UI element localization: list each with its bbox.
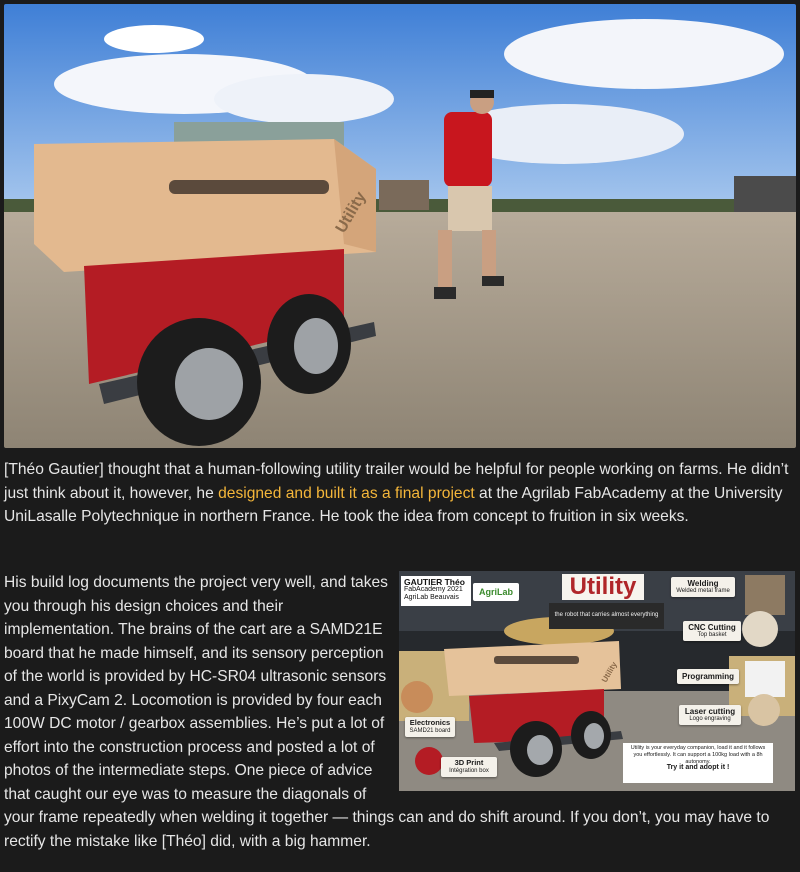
label-title: CNC Cutting — [688, 623, 736, 632]
label-title: 3D Print — [454, 758, 484, 767]
hero-photo-illustration — [4, 4, 796, 448]
poster-label-cnc — [683, 621, 741, 641]
label-title: Electronics — [409, 718, 451, 727]
poster-author-card — [401, 576, 471, 606]
poster-label-laser — [679, 705, 741, 725]
hero-photo — [4, 4, 796, 448]
label-title: Laser cutting — [684, 707, 736, 716]
label-sub: Top basket — [697, 632, 727, 639]
label-title: Welding — [687, 579, 719, 588]
label-sub: Welded metal frame — [676, 588, 730, 595]
label-sub: Intégration box — [449, 767, 489, 774]
poster-label-3dprint — [441, 757, 497, 777]
poster-description-cta: Try it and adopt it ! — [666, 764, 730, 772]
poster-label-electronics — [405, 717, 455, 737]
poster-author-line1: FabAcademy 2021 — [404, 586, 463, 593]
poster-subtitle: the robot that carries almost everything — [549, 603, 664, 629]
intro-text-end: at the Agrilab FabAcademy at the University UniLasalle Polytechnique in northern France. He took the idea from concept to fruition in six weeks. — [4, 484, 783, 525]
poster-author-line2: AgriLab Beauvais — [404, 594, 459, 601]
intro-paragraph — [4, 458, 794, 529]
agrilab-logo: AgriLab — [473, 583, 519, 601]
poster-label-welding — [671, 577, 735, 597]
intro-text-start: [Théo Gautier] thought that a human-following utility trailer would be helpful for people working on farms. He didn’t just think about it, however, he — [4, 461, 789, 502]
box-logo-text: Utility — [332, 189, 370, 236]
poster-description-text: Utility is your everyday companion, load it and it follows you effortlessly. It can support a 100kg load with a 8h autonomy. — [630, 745, 766, 765]
build-log-text: His build log documents the project very well, and takes you through his design choices and their implementation. The brains of the cart are a SAMD21E board that he made himself, and its sensory perception of the world is provided by HC-SR04 ultrasonic sensors and a PixyCam 2. Locomotion is provided by four each 100W DC motor / gearbox assemblies. He’s put a lot of effort into the construction process and posted a lot of photos of the intermediate steps. One piece of advice that caught our eye was to measure the diagonals of your frame repeatedly when welding it together — things can and do shift around. If you don’t, you may have to rectify the mistake like [Théo] did, with a big hammer. — [4, 574, 770, 850]
poster-title: Utility — [562, 574, 644, 600]
label-sub: Logo engraving — [689, 716, 731, 723]
poster-author-name: GAUTIER Théo — [404, 577, 465, 587]
label-title: Programming — [681, 672, 734, 681]
poster-box-logo-text: Utility — [599, 660, 619, 684]
label-sub: SAMD21 board — [409, 727, 451, 734]
poster-label-programming — [677, 669, 739, 684]
final-project-link[interactable]: designed and built it as a final project — [218, 484, 475, 502]
project-poster-image — [399, 571, 795, 791]
build-log-paragraph — [4, 571, 799, 853]
poster-description — [623, 743, 773, 783]
